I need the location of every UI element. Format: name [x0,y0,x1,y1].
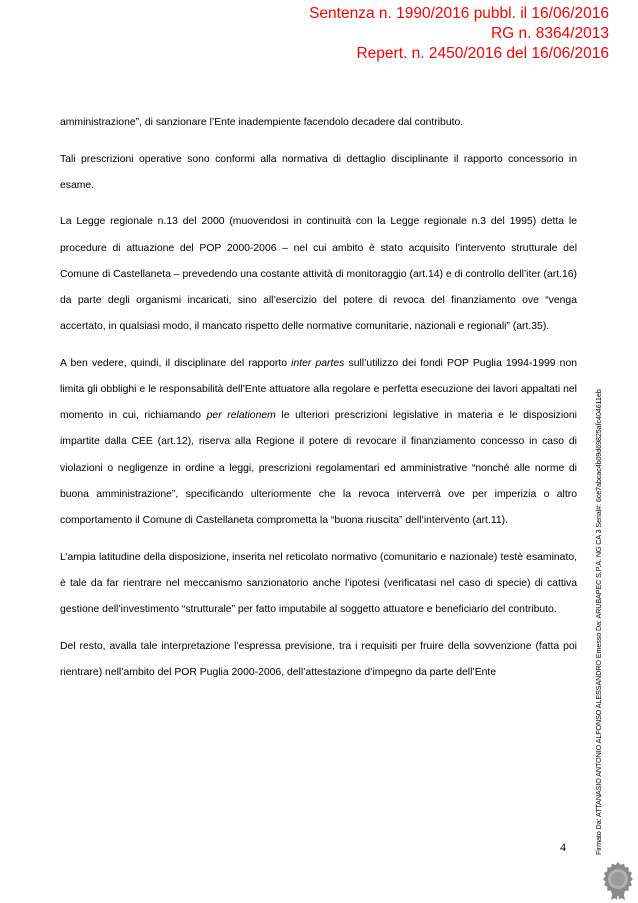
body-paragraph [60,209,577,340]
body-paragraph [60,634,577,686]
header-repert: Repert. n. 2450/2016 del 16/06/2016 [356,45,609,62]
header-rg: RG n. 8364/2013 [490,25,609,42]
header-sentenza: Sentenza n. 1990/2016 pubbl. il 16/06/2016 [309,5,609,22]
seal-icon [598,860,638,900]
document-body [60,110,577,696]
body-paragraph [60,147,577,199]
italic-phrase: per relationem [206,410,276,422]
body-paragraph [60,351,577,534]
digital-signature-stamp: Firmato Da: ATTANASIO ANTONIO ALFONSO ALESSANDRO Emesso Da: ARUBAPEC S.P.A. NG CA 3 Serial#: 6ce7abcac4b09d69825afc404611eb [594,389,603,855]
page-number: 4 [560,840,566,854]
text-run: amministrazione”, di sanzionare l’Ente inadempiente facendolo decadere dal contributo. [60,117,464,128]
text-run: A ben vedere, quindi, il disciplinare del rapporto [60,357,292,369]
italic-phrase: inter partes [291,357,345,369]
text-run: Tali prescrizioni operative sono conformi alla normativa di dettaglio disciplinante il rapporto concessorio in esame. [60,153,577,191]
text-run: sull’utilizzo dei fondi POP Puglia 1994-1999 non limita gli obblighi e le responsabilità dell’Ente attuatore alla regolare e perfetta esecuzione dei lavori appaltati nel momento in cui, richiamando [60,357,578,422]
document-header [309,4,609,64]
text-run: La Legge regionale n.13 del 2000 (muovendosi in continuità con la Legge regionale n.3 del 1995) detta le procedure di attuazione del POP 2000-2006 – nel cui ambito è stato acquisito l’intervento strutturale del Comune di Castellaneta – prevedendo una costante attività di monitoraggio (art.14) e di controllo dell’iter (art.16) da parte degli organismi incaricati, sino all’esercizio del potere di revoca del finanziamento ove “venga accertato, in qualsiasi modo, il mancato rispetto delle normative comunitarie, nazionali e regionali” (art.35). [60,216,577,333]
text-run: le ulteriori prescrizioni legislative in materia e le disposizioni impartite dalla CEE (art.12), riserva alla Regione il potere di revocare il finanziamento concesso in caso di violazioni o negligenze in ordine a leggi, prescrizioni regolamentari ed amministrative “nonché alle norme di buona amministrazione”, specificando ulteriormente che la revoca interverrà ove per imperizia o altro comportamento il Comune di Castellaneta comprometta la “buona riuscita” dell’intervento (art.11). [60,410,577,527]
body-paragraph [60,545,577,624]
text-run: Del resto, avalla tale interpretazione l’espressa previsione, tra i requisiti per fruire della sovvenzione (fatta poi rientrare) nell’ambito del POR Puglia 2000-2006, dell’attestazione d’impegno da parte dell’Ente [60,640,577,678]
body-paragraph [60,110,577,136]
text-run: L’ampia latitudine della disposizione, inserita nel reticolato normativo (comunitario e nazionale) testè esaminato, è tale da far rientrare nel meccanismo sanzionatorio anche l’ipotesi (verificatasi nel caso di specie) di cattiva gestione dell’investimento “strutturale” per fatto imputabile al soggetto attuatore e beneficiario del contributo. [60,551,577,616]
